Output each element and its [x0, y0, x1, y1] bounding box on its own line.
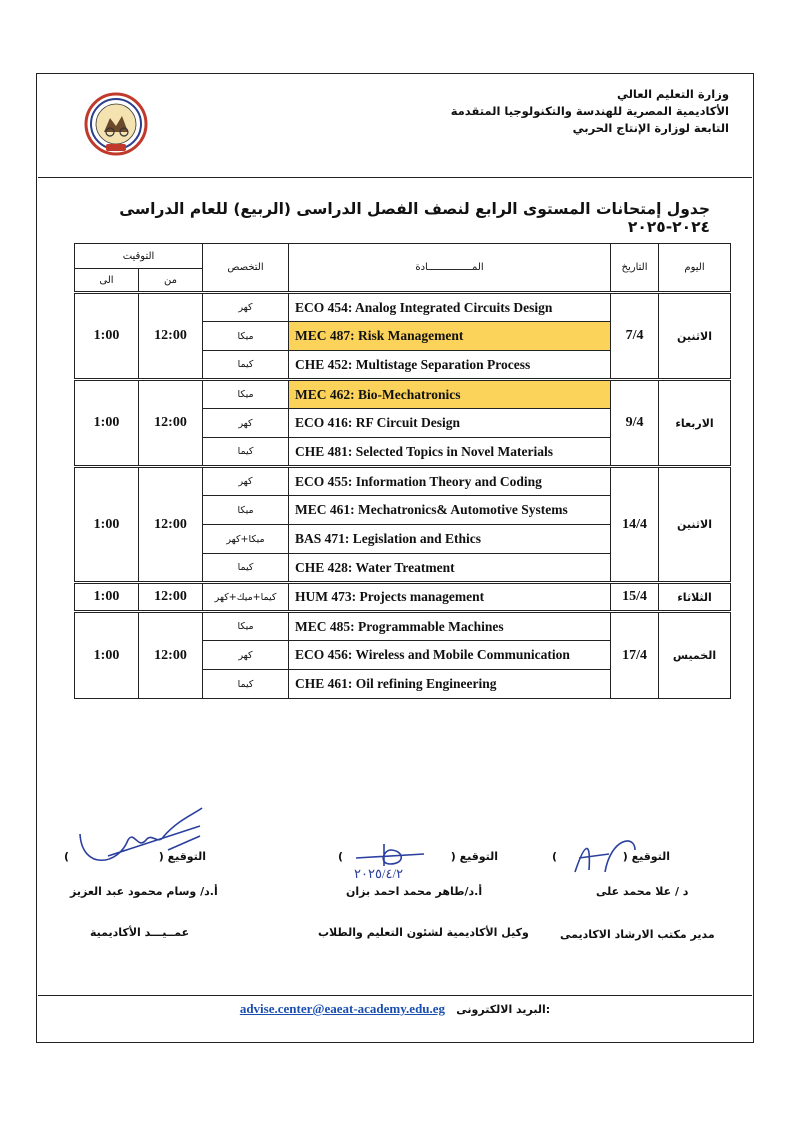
time-to: 1:00: [75, 467, 139, 583]
header-course: المـــــــــــــــادة: [289, 244, 611, 293]
ministry-header: [429, 86, 729, 137]
course-name: BAS 471: Legislation and Ethics: [289, 525, 611, 554]
header-date: التاريخ: [611, 244, 659, 293]
specialization: ميكا: [203, 496, 289, 525]
exam-schedule-table: [74, 243, 731, 699]
schedule-body: [75, 293, 731, 699]
course-name: MEC 461: Mechatronics& Automotive Systems: [289, 496, 611, 525]
time-from: 12:00: [139, 293, 203, 380]
exam-day: الخميس: [659, 612, 731, 699]
course-name: MEC 487: Risk Management: [289, 322, 611, 351]
table-row: [75, 583, 731, 612]
academy-logo: [84, 92, 148, 156]
course-name: CHE 461: Oil refining Engineering: [289, 670, 611, 699]
course-name: CHE 481: Selected Topics in Novel Materials: [289, 438, 611, 467]
signature-left-title: عمــيـــد الأكاديمية: [90, 926, 190, 939]
specialization: كهر: [203, 293, 289, 322]
signature-left-label: التوقيع ( ): [64, 850, 207, 863]
course-name: MEC 485: Programmable Machines: [289, 612, 611, 641]
table-row: [75, 293, 731, 322]
course-name: ECO 416: RF Circuit Design: [289, 409, 611, 438]
header-from: من: [139, 269, 203, 293]
signature-middle-date: ٢٠٢٥/٤/٢: [354, 866, 404, 881]
table-row: [75, 380, 731, 409]
specialization: ميكا: [203, 612, 289, 641]
exam-date: 14/4: [611, 467, 659, 583]
signature-left-scribble: [68, 800, 208, 880]
exam-day: الاثنين: [659, 293, 731, 380]
course-name: ECO 455: Information Theory and Coding: [289, 467, 611, 496]
ministry-line-2: الأكاديمية المصرية للهندسة والتكنولوجيا المتقدمة: [450, 104, 729, 118]
exam-date: 15/4: [611, 583, 659, 612]
course-name: MEC 462: Bio-Mechatronics: [289, 380, 611, 409]
header-day: اليوم: [659, 244, 731, 293]
ministry-line-1: وزارة التعليم العالي: [616, 87, 729, 101]
specialization: ميكا: [203, 322, 289, 351]
exam-day: الاثنين: [659, 467, 731, 583]
ministry-line-3: التابعة لوزارة الإنتاج الحربي: [572, 121, 729, 135]
header-divider: [38, 177, 752, 178]
time-to: 1:00: [75, 583, 139, 612]
header-timing: التوقيت: [75, 244, 203, 269]
specialization: ميكا+كهر: [203, 525, 289, 554]
time-to: 1:00: [75, 380, 139, 467]
time-to: 1:00: [75, 293, 139, 380]
course-name: CHE 452: Multistage Separation Process: [289, 351, 611, 380]
page-title: جدول إمتحانات المستوى الرابع لنصف الفصل الدراسى (الربيع) للعام الدراسى ٢٠٢٤-٢٠٢٥: [119, 200, 710, 236]
specialization: كهر: [203, 467, 289, 496]
signature-right-scribble: [565, 832, 645, 882]
signature-right-name: د / علا محمد على: [596, 885, 689, 898]
signature-middle-title: وكيل الأكاديمية لشئون التعليم والطلاب: [318, 926, 529, 939]
time-from: 12:00: [139, 380, 203, 467]
signature-left-name: أ.د/ وسام محمود عبد العزيز: [70, 885, 218, 898]
course-name: ECO 456: Wireless and Mobile Communication: [289, 641, 611, 670]
exam-day: الاربعاء: [659, 380, 731, 467]
specialization: كهر: [203, 641, 289, 670]
time-from: 12:00: [139, 612, 203, 699]
footer: [38, 1001, 752, 1017]
time-from: 12:00: [139, 467, 203, 583]
header-to: الى: [75, 269, 139, 293]
email-link[interactable]: advise.center@eaeat-academy.edu.eg: [239, 1001, 446, 1016]
course-name: HUM 473: Projects management: [289, 583, 611, 612]
email-label: البريد الالكترونى:: [456, 1003, 551, 1016]
specialization: كهر: [203, 409, 289, 438]
signature-right-label: التوقيع ( ): [552, 850, 671, 863]
specialization: كيما: [203, 438, 289, 467]
specialization: كيما: [203, 554, 289, 583]
exam-date: 7/4: [611, 293, 659, 380]
specialization: كيما: [203, 351, 289, 380]
course-name: CHE 428: Water Treatment: [289, 554, 611, 583]
header-spec: التخصص: [203, 244, 289, 293]
course-name: ECO 454: Analog Integrated Circuits Design: [289, 293, 611, 322]
specialization: كيما+ميك+كهر: [203, 583, 289, 612]
signature-middle-label: التوقيع ( ): [338, 850, 499, 863]
signature-middle-name: أ.د/طاهر محمد احمد بزان: [346, 885, 483, 898]
table-row: [75, 612, 731, 641]
exam-day: الثلاثاء: [659, 583, 731, 612]
exam-date: 9/4: [611, 380, 659, 467]
specialization: كيما: [203, 670, 289, 699]
time-to: 1:00: [75, 612, 139, 699]
time-from: 12:00: [139, 583, 203, 612]
exam-date: 17/4: [611, 612, 659, 699]
table-row: [75, 467, 731, 496]
specialization: ميكا: [203, 380, 289, 409]
signature-right-title: مدير مكتب الارشاد الاكاديمى: [560, 928, 715, 941]
footer-divider: [38, 995, 752, 996]
